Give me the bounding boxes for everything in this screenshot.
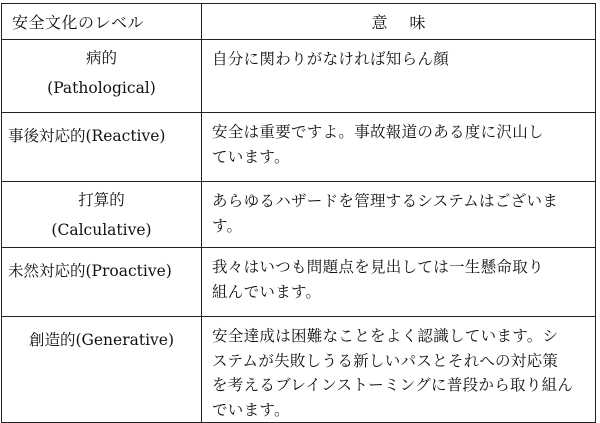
level-cell-proactive bbox=[2, 248, 202, 317]
meaning-line: あらゆるハザードを管理するシステムはございま bbox=[212, 192, 559, 210]
level-name: 打算的 bbox=[78, 191, 125, 209]
meaning-line: 自分に関わりがなければ知らん顔 bbox=[212, 50, 450, 68]
table-row bbox=[2, 248, 596, 317]
meaning-line: ています。 bbox=[212, 147, 290, 166]
level-cell-reactive bbox=[2, 113, 202, 182]
table-row bbox=[2, 317, 596, 423]
meaning-line: ステムが失敗しうる新しいパスとそれへの対応策 bbox=[212, 351, 559, 370]
meaning-line: 我々はいつも問題点を見出しては一生懸命取り bbox=[212, 258, 544, 276]
meaning-cell-reactive bbox=[202, 113, 596, 182]
meaning-line: を考えるブレインストーミングに普段から取り組ん bbox=[212, 376, 574, 394]
header-meaning-label: 意味 bbox=[371, 13, 448, 32]
level-english: (Pathological) bbox=[47, 79, 156, 97]
safety-culture-table bbox=[1, 3, 596, 423]
header-meaning-cell bbox=[202, 4, 596, 40]
level-cell-pathological bbox=[2, 40, 202, 113]
meaning-line: 安全は重要ですよ。事故報道のある度に沢山し bbox=[212, 123, 544, 141]
header-level-cell: 安全文化のレベル bbox=[2, 4, 202, 40]
meaning-cell-pathological bbox=[202, 40, 596, 113]
level-cell-calculative bbox=[2, 182, 202, 248]
table-row bbox=[2, 113, 596, 182]
table-row bbox=[2, 40, 596, 113]
level-name: 創造的(Generative) bbox=[28, 331, 175, 349]
meaning-line: す。 bbox=[212, 216, 243, 235]
table-header-row bbox=[2, 4, 596, 40]
level-name: 病的 bbox=[85, 49, 117, 67]
level-english: (Calculative) bbox=[51, 221, 152, 239]
level-name: 未然対応的(Proactive) bbox=[8, 262, 172, 280]
table-row bbox=[2, 182, 596, 248]
level-cell-generative bbox=[2, 317, 202, 423]
meaning-line: でいます。 bbox=[212, 400, 290, 419]
meaning-cell-proactive bbox=[202, 248, 596, 317]
meaning-cell-calculative bbox=[202, 182, 596, 248]
level-name: 事後対応的(Reactive) bbox=[8, 127, 166, 145]
meaning-cell-generative bbox=[202, 317, 596, 423]
meaning-line: 安全達成は困難なことをよく認識しています。シ bbox=[212, 327, 559, 345]
meaning-line: 組んでいます。 bbox=[212, 282, 322, 301]
